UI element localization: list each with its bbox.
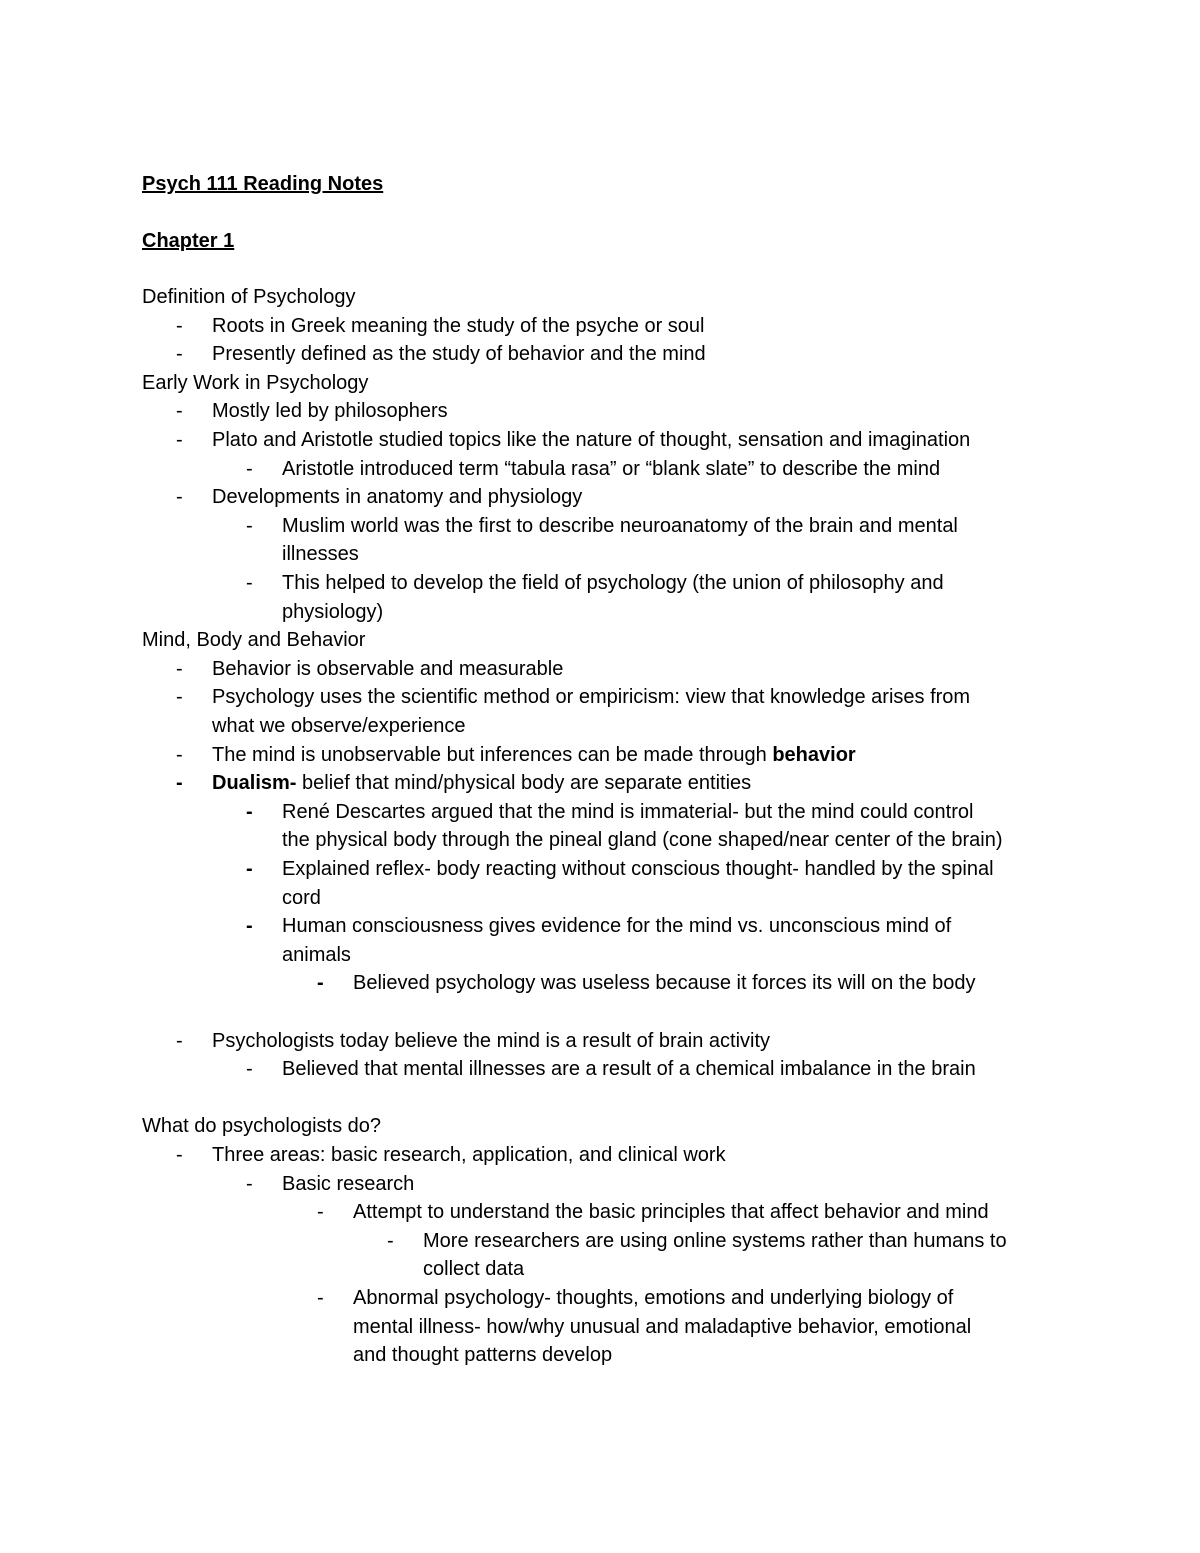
line-text: Dualism- belief that mind/physical body are separate entities [212, 772, 752, 795]
line-text: Definition of Psychology [142, 286, 356, 308]
list-item [142, 1315, 1082, 1339]
line-text: The mind is unobservable but inferences can be made through behavior [212, 743, 856, 766]
bullet-marker: - [246, 572, 253, 594]
bullet-marker: - [246, 1172, 253, 1195]
line-text: Explained reflex- body reacting without conscious thought- handled by the spinal [282, 858, 994, 880]
line-text: and thought patterns develop [353, 1344, 613, 1367]
list-item [142, 743, 1082, 767]
list-item [142, 457, 1082, 481]
document-title: Psych 111 Reading Notes [142, 173, 384, 195]
list-item [142, 428, 1082, 452]
line-text: Abnormal psychology- thoughts, emotions and underlying biology of [353, 1287, 954, 1309]
list-item [142, 714, 1082, 738]
bullet-marker: - [317, 1287, 324, 1309]
list-item [142, 886, 1082, 910]
bullet-marker: - [176, 343, 183, 366]
list-item [142, 943, 1082, 967]
section-heading [142, 628, 1082, 652]
bullet-marker: - [176, 1144, 183, 1166]
bullet-marker: - [246, 858, 253, 880]
line-text: Roots in Greek meaning the study of the psyche or soul [212, 314, 705, 337]
bullet-marker: - [246, 1058, 253, 1081]
line-text: Psychology uses the scientific method or empiricism: view that knowledge arises from [212, 686, 971, 709]
line-text: Psychologists today believe the mind is a result of brain activity [212, 1029, 771, 1052]
bullet-marker: - [176, 772, 183, 795]
line-text: Plato and Aristotle studied topics like the nature of thought, sensation and imagination [212, 429, 971, 451]
list-item [142, 1200, 1082, 1224]
line-text: collect data [423, 1258, 525, 1281]
line-text: Early Work in Psychology [142, 371, 369, 394]
line-text: Presently defined as the study of behavior and the mind [212, 343, 706, 366]
line-text: Aristotle introduced term “tabula rasa” or “blank slate” to describe the mind [282, 457, 941, 480]
list-item [142, 1286, 1082, 1310]
list-item [142, 1257, 1082, 1281]
bold-term: behavior [772, 743, 856, 766]
bullet-marker: - [387, 1229, 394, 1252]
bullet-marker: - [246, 915, 253, 938]
line-text: what we observe/experience [212, 715, 466, 737]
line-text: This helped to develop the field of psychology (the union of philosophy and [282, 572, 944, 594]
list-item [142, 542, 1082, 566]
bullet-marker: - [317, 1201, 324, 1224]
list-item [142, 1343, 1082, 1367]
line-text: physiology) [282, 600, 384, 623]
line-text: Basic research [282, 1172, 415, 1195]
list-item [142, 914, 1082, 938]
list-item [142, 685, 1082, 709]
chapter-heading: Chapter 1 [142, 230, 235, 252]
list-item [142, 828, 1082, 852]
section-heading [142, 371, 1082, 395]
bullet-marker: - [176, 314, 183, 337]
list-item [142, 1172, 1082, 1196]
list-item [142, 600, 1082, 624]
line-text: Mind, Body and Behavior [142, 629, 366, 652]
bullet-marker: - [246, 800, 253, 823]
list-item [142, 1229, 1082, 1253]
bullet-marker: - [176, 743, 183, 766]
bullet-marker: - [176, 400, 183, 423]
section-heading [142, 1114, 1082, 1138]
line-text: Attempt to understand the basic principles that affect behavior and mind [353, 1201, 989, 1224]
line-text: Human consciousness gives evidence for the mind vs. unconscious mind of [282, 915, 952, 938]
list-item [142, 1029, 1082, 1053]
bullet-marker: - [317, 972, 324, 995]
line-text: What do psychologists do? [142, 1115, 382, 1138]
bullet-marker: - [176, 1029, 183, 1052]
list-item [142, 771, 1082, 795]
line-text: More researchers are using online systems rather than humans to [423, 1229, 1007, 1252]
bullet-marker: - [176, 429, 183, 451]
list-item [142, 1057, 1082, 1081]
line-text: Developments in anatomy and physiology [212, 486, 583, 509]
blank-line [142, 1086, 1082, 1110]
list-item [142, 342, 1082, 366]
bullet-marker: - [176, 486, 183, 509]
blank-line [142, 1000, 1082, 1024]
line-text: cord [282, 886, 321, 909]
list-item [142, 971, 1082, 995]
list-item [142, 857, 1082, 881]
line-text: illnesses [282, 543, 359, 566]
list-item [142, 514, 1082, 538]
list-item [142, 800, 1082, 824]
line-text: animals [282, 943, 351, 966]
line-text: Three areas: basic research, application, and clinical work [212, 1144, 726, 1166]
line-text: Believed psychology was useless because it forces its will on the body [353, 972, 976, 995]
list-item [142, 485, 1082, 509]
bullet-marker: - [176, 657, 183, 680]
line-text: mental illness- how/why unusual and maladaptive behavior, emotional [353, 1315, 972, 1338]
list-item [142, 1143, 1082, 1167]
line-text: Behavior is observable and measurable [212, 657, 564, 680]
list-item [142, 314, 1082, 338]
bullet-marker: - [246, 457, 253, 480]
line-text: Muslim world was the first to describe neuroanatomy of the brain and mental [282, 514, 958, 537]
line-text: René Descartes argued that the mind is immaterial- but the mind could control [282, 800, 974, 823]
section-heading [142, 285, 1082, 309]
line-text: the physical body through the pineal gland (cone shaped/near center of the brain) [282, 829, 1003, 852]
bullet-marker: - [176, 686, 183, 709]
list-item [142, 399, 1082, 423]
bold-term: Dualism- [212, 772, 297, 795]
list-item [142, 571, 1082, 595]
line-text: Mostly led by philosophers [212, 400, 448, 423]
line-text: Believed that mental illnesses are a result of a chemical imbalance in the brain [282, 1058, 976, 1081]
bullet-marker: - [246, 514, 253, 537]
list-item [142, 657, 1082, 681]
